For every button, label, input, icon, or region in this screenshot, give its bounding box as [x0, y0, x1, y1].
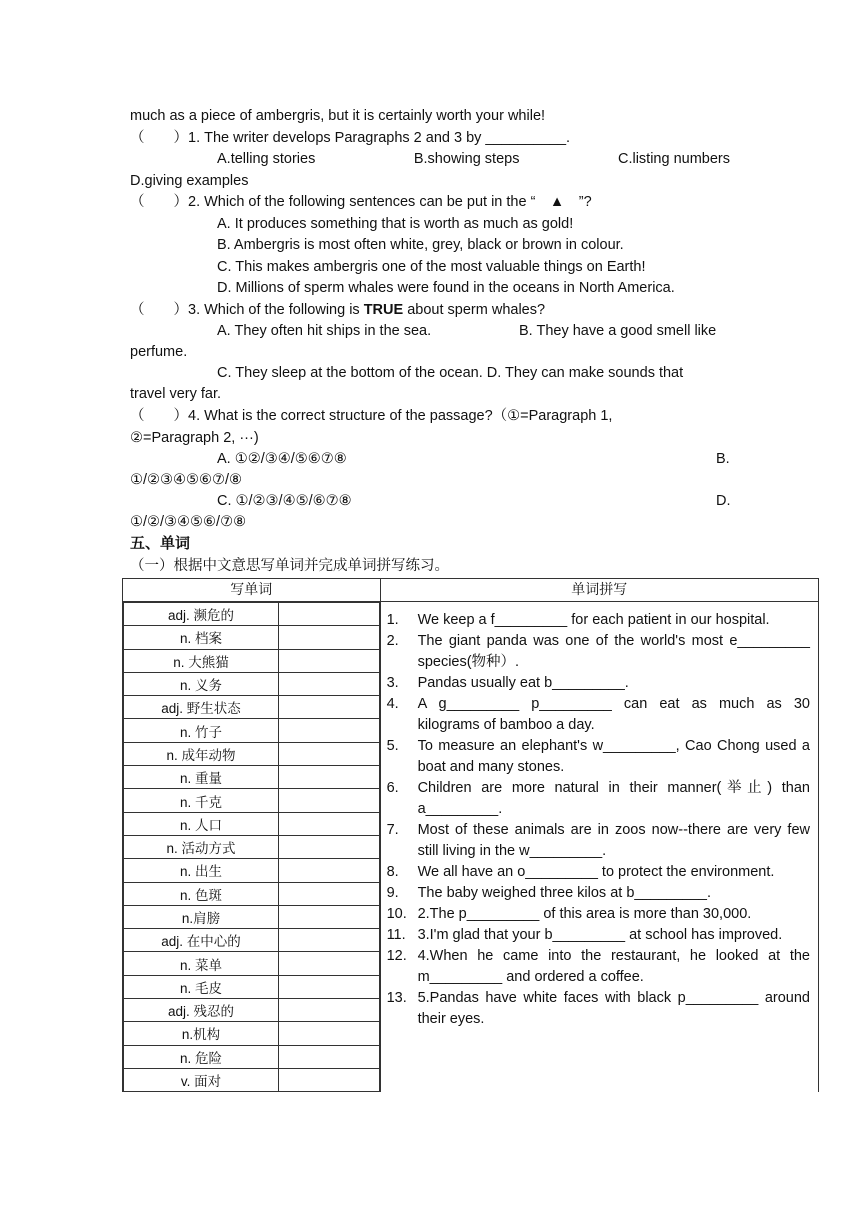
- chinese-meaning: n.肩膀: [124, 905, 279, 928]
- spelling-item-text: To measure an elephant's w_________, Cao Chong used a boat and many stones.: [417, 738, 810, 775]
- answer-blank-cell[interactable]: [279, 626, 380, 649]
- spelling-item-text: 2.The p_________ of this area is more than 30,000.: [417, 906, 752, 922]
- chinese-meaning: n. 活动方式: [124, 835, 279, 858]
- word-row: [124, 882, 380, 905]
- spelling-item-text: 4.When he came into the restaurant, he looked at the m_________ and ordered a coffee.: [417, 948, 810, 985]
- spelling-item-text: Most of these animals are in zoos now--there are very few still living in the w_________.: [417, 822, 810, 859]
- spelling-item: [381, 820, 818, 862]
- word-row: [124, 929, 380, 952]
- chinese-meaning: n. 出生: [124, 859, 279, 882]
- spelling-item: [381, 988, 818, 1030]
- word-row: [124, 1022, 380, 1045]
- q3-bold-true: TRUE: [363, 302, 404, 318]
- word-row: [124, 789, 380, 812]
- q4-option-d-label: D.: [716, 493, 731, 509]
- word-row: [124, 952, 380, 975]
- q1-option-d: D.giving examples: [130, 173, 249, 189]
- spelling-item-text: Pandas usually eat b_________.: [417, 675, 629, 691]
- chinese-meaning: n. 大熊猫: [124, 649, 279, 672]
- q4-option-c: C. ①/②③/④⑤/⑥⑦⑧: [217, 493, 352, 509]
- answer-blank-cell[interactable]: [279, 696, 380, 719]
- word-row: [124, 672, 380, 695]
- spelling-item-text: The baby weighed three kilos at b_________.: [417, 885, 711, 901]
- chinese-meaning: adj. 野生状态: [124, 696, 279, 719]
- chinese-meaning: n. 档案: [124, 626, 279, 649]
- spelling-item-number: 3.: [386, 675, 399, 691]
- spelling-item-text: Children are more natural in their manner(举止) than a_________.: [417, 780, 810, 817]
- chinese-meaning: n. 毛皮: [124, 975, 279, 998]
- word-row: [124, 626, 380, 649]
- q1-option-a: A.telling stories: [217, 151, 316, 167]
- word-row: [124, 1068, 380, 1091]
- spelling-item-text: A g_________ p_________ can eat as much as 30 kilograms of bamboo a day.: [417, 696, 810, 733]
- q3-suffix: about sperm whales?: [403, 302, 546, 318]
- question-4: （ ）4. What is the correct structure of the passage?（①=Paragraph 1,: [130, 408, 613, 424]
- word-row: [124, 649, 380, 672]
- answer-blank-cell[interactable]: [279, 975, 380, 998]
- q3-option-cd-cont: travel very far.: [130, 386, 222, 402]
- answer-blank-cell[interactable]: [279, 882, 380, 905]
- answer-blank-cell[interactable]: [279, 1045, 380, 1068]
- answer-blank-cell[interactable]: [279, 835, 380, 858]
- answer-blank-cell[interactable]: [279, 649, 380, 672]
- chinese-meaning: n. 危险: [124, 1045, 279, 1068]
- answer-blank-cell[interactable]: [279, 929, 380, 952]
- answer-blank-cell[interactable]: [279, 766, 380, 789]
- chinese-meaning: n. 竹子: [124, 719, 279, 742]
- chinese-meaning: n. 义务: [124, 672, 279, 695]
- q3-option-b: B. They have a good smell like: [519, 323, 717, 339]
- q3-option-b-cont: perfume.: [130, 344, 188, 360]
- answer-blank-cell[interactable]: [279, 859, 380, 882]
- spelling-item: [381, 883, 818, 904]
- spelling-item-number: 5.: [386, 738, 399, 754]
- answer-blank-cell[interactable]: [279, 905, 380, 928]
- spelling-item-number: 12.: [386, 948, 407, 964]
- q3-prefix: （ ）3. Which of the following is: [130, 302, 364, 318]
- question-3: [130, 300, 545, 320]
- spelling-item-number: 10.: [386, 906, 407, 922]
- q1-option-c: C.listing numbers: [617, 151, 730, 167]
- q4-option-b-label: B.: [716, 451, 730, 467]
- spelling-item-number: 6.: [386, 780, 399, 796]
- spelling-item-number: 11.: [386, 927, 406, 943]
- question-4-cont: ②=Paragraph 2, ···): [130, 430, 259, 446]
- spelling-item-number: 4.: [386, 696, 399, 712]
- vocabulary-table: [122, 578, 819, 1092]
- answer-blank-cell[interactable]: [279, 1022, 380, 1045]
- question-2: （ ）2. Which of the following sentences can be put in the “ ▲ ”?: [130, 194, 592, 210]
- word-row: [124, 742, 380, 765]
- spelling-item-number: 8.: [386, 864, 399, 880]
- question-1: （ ）1. The writer develops Paragraphs 2 and 3 by __________.: [130, 130, 571, 146]
- word-row: [124, 975, 380, 998]
- spelling-column: [380, 602, 818, 1092]
- q2-option-b: B. Ambergris is most often white, grey, black or brown in colour.: [217, 237, 624, 253]
- chinese-meaning: adj. 在中心的: [124, 929, 279, 952]
- section-title: 五、单词: [130, 535, 191, 552]
- word-row: [124, 812, 380, 835]
- answer-blank-cell[interactable]: [279, 952, 380, 975]
- answer-blank-cell[interactable]: [279, 603, 380, 626]
- answer-blank-cell[interactable]: [279, 789, 380, 812]
- spelling-item: [381, 673, 818, 694]
- spelling-item-number: 2.: [386, 633, 399, 649]
- chinese-meaning: n.机构: [124, 1022, 279, 1045]
- word-row: [124, 1045, 380, 1068]
- question-1-options: [217, 149, 730, 169]
- spelling-item: [381, 862, 818, 883]
- answer-blank-cell[interactable]: [279, 672, 380, 695]
- spelling-item: [381, 631, 818, 673]
- word-row: [124, 905, 380, 928]
- word-row: [124, 835, 380, 858]
- spelling-item: [381, 904, 818, 925]
- q4-option-d: ①/②/③④⑤⑥/⑦⑧: [130, 514, 247, 530]
- q2-option-a: A. It produces something that is worth as much as gold!: [217, 216, 574, 232]
- spelling-item-number: 13.: [386, 990, 407, 1006]
- chinese-meaning: n. 成年动物: [124, 742, 279, 765]
- answer-blank-cell[interactable]: [279, 812, 380, 835]
- spelling-item-text: We all have an o_________ to protect the environment.: [417, 864, 775, 880]
- q3-option-a: A. They often hit ships in the sea.: [217, 323, 432, 339]
- chinese-meaning: n. 人口: [124, 812, 279, 835]
- chinese-meaning: n. 重量: [124, 766, 279, 789]
- spelling-item-number: 9.: [386, 885, 399, 901]
- spelling-item: [381, 736, 818, 778]
- spelling-item: [381, 946, 818, 988]
- spelling-item-number: 1.: [386, 612, 399, 628]
- q2-option-c: C. This makes ambergris one of the most valuable things on Earth!: [217, 259, 646, 275]
- q3-option-cd: C. They sleep at the bottom of the ocean. D. They can make sounds that: [217, 365, 684, 381]
- write-word-header: 写单词: [123, 579, 381, 602]
- spelling-item-text: 3.I'm glad that your b_________ at school has improved.: [417, 927, 783, 943]
- spelling-item: [381, 694, 818, 736]
- answer-blank-cell[interactable]: [279, 719, 380, 742]
- q4-option-a: A. ①②/③④/⑤⑥⑦⑧: [217, 451, 347, 467]
- spelling-item-text: 5.Pandas have white faces with black p_________ around their eyes.: [417, 990, 810, 1027]
- chinese-meaning: v. 面对: [124, 1068, 279, 1091]
- answer-blank-cell[interactable]: [279, 1068, 380, 1091]
- q1-option-b: B.showing steps: [413, 151, 520, 167]
- chinese-meaning: n. 菜单: [124, 952, 279, 975]
- spelling-item-text: The giant panda was one of the world's most e_________ species(物种）.: [417, 633, 810, 670]
- write-word-column: [123, 602, 381, 1092]
- intro-line: much as a piece of ambergris, but it is certainly worth your while!: [130, 108, 546, 124]
- chinese-word-list: [123, 602, 380, 1091]
- section-subtitle: （一）根据中文意思写单词并完成单词拼写练习。: [130, 558, 449, 574]
- word-row: [124, 603, 380, 626]
- chinese-meaning: n. 千克: [124, 789, 279, 812]
- word-row: [124, 859, 380, 882]
- answer-blank-cell[interactable]: [279, 999, 380, 1022]
- word-row: [124, 999, 380, 1022]
- word-row: [124, 719, 380, 742]
- spelling-item: [381, 925, 818, 946]
- word-row: [124, 696, 380, 719]
- spelling-item-text: We keep a f_________ for each patient in our hospital.: [417, 612, 770, 628]
- spelling-header: 单词拼写: [380, 579, 818, 602]
- chinese-meaning: adj. 濒危的: [124, 603, 279, 626]
- word-row: [124, 766, 380, 789]
- spelling-item: [381, 778, 818, 820]
- q2-option-d: D. Millions of sperm whales were found in the oceans in North America.: [217, 280, 675, 296]
- spelling-item: [381, 610, 818, 631]
- answer-blank-cell[interactable]: [279, 742, 380, 765]
- chinese-meaning: adj. 残忍的: [124, 999, 279, 1022]
- chinese-meaning: n. 色斑: [124, 882, 279, 905]
- spelling-item-number: 7.: [386, 822, 399, 838]
- spelling-list: [381, 610, 818, 1030]
- q4-option-b: ①/②③④⑤⑥⑦/⑧: [130, 472, 243, 488]
